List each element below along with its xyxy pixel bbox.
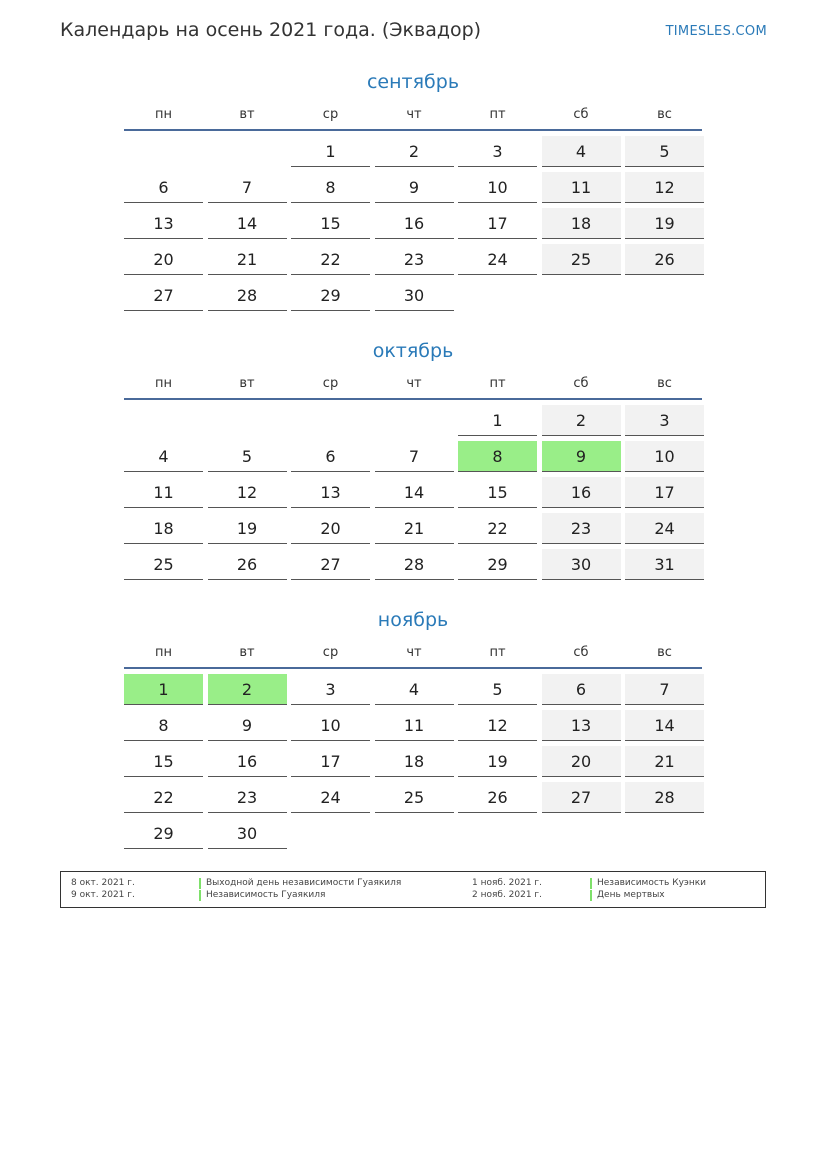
empty-cell (375, 405, 454, 436)
day-cell: 30 (542, 549, 621, 580)
weekday-header (124, 645, 702, 669)
legend-holiday-name: День мертвых (590, 890, 665, 901)
day-cell: 3 (291, 674, 370, 705)
day-cell: 27 (291, 549, 370, 580)
day-cell: 11 (375, 710, 454, 741)
day-cell: 28 (625, 782, 704, 813)
holiday-day-cell: 1 (124, 674, 203, 705)
weekday-label: вт (239, 376, 255, 391)
day-cell: 12 (208, 477, 287, 508)
day-cell: 6 (291, 441, 370, 472)
weekday-label: вс (657, 376, 672, 391)
month-name: ноябрь (377, 609, 449, 631)
weekday-label: сб (573, 645, 589, 660)
empty-cell (208, 136, 287, 167)
day-cell: 29 (458, 549, 537, 580)
weekday-label: пт (489, 107, 506, 122)
day-cell: 21 (625, 746, 704, 777)
day-cell: 26 (208, 549, 287, 580)
day-cell: 14 (208, 208, 287, 239)
month-name: октябрь (372, 340, 454, 362)
day-cell: 20 (124, 244, 203, 275)
weekday-header (124, 107, 702, 131)
day-cell: 13 (124, 208, 203, 239)
day-cell: 17 (291, 746, 370, 777)
weekday-label: вс (657, 107, 672, 122)
day-cell: 26 (458, 782, 537, 813)
holiday-day-cell: 9 (542, 441, 621, 472)
day-cell: 9 (375, 172, 454, 203)
weekday-label: вт (239, 107, 255, 122)
weekday-label: чт (406, 107, 422, 122)
day-cell: 11 (542, 172, 621, 203)
day-cell: 22 (291, 244, 370, 275)
day-cell: 10 (625, 441, 704, 472)
month-september (124, 69, 702, 311)
day-cell: 10 (458, 172, 537, 203)
day-cell: 28 (208, 280, 287, 311)
day-cell: 23 (542, 513, 621, 544)
legend-holiday-name: Независимость Гуаякиля (199, 890, 325, 901)
day-cell: 24 (458, 244, 537, 275)
day-cell: 28 (375, 549, 454, 580)
day-cell: 21 (375, 513, 454, 544)
day-cell: 12 (625, 172, 704, 203)
day-cell: 25 (124, 549, 203, 580)
month-october (124, 338, 702, 580)
day-cell: 15 (124, 746, 203, 777)
weekday-header (124, 376, 702, 400)
day-cell: 23 (375, 244, 454, 275)
day-cell: 18 (542, 208, 621, 239)
day-cell: 5 (458, 674, 537, 705)
day-cell: 1 (291, 136, 370, 167)
day-cell: 20 (542, 746, 621, 777)
day-cell: 13 (291, 477, 370, 508)
weekday-label: ср (322, 107, 339, 122)
day-cell: 21 (208, 244, 287, 275)
day-cell: 7 (375, 441, 454, 472)
day-cell: 7 (208, 172, 287, 203)
weekday-label: ср (322, 376, 339, 391)
day-cell: 9 (208, 710, 287, 741)
day-cell: 7 (625, 674, 704, 705)
day-cell: 31 (625, 549, 704, 580)
day-cell: 19 (458, 746, 537, 777)
empty-cell (124, 405, 203, 436)
holiday-legend (60, 871, 766, 908)
days-grid (124, 136, 702, 311)
day-cell: 23 (208, 782, 287, 813)
legend-date: 1 нояб. 2021 г. (472, 878, 543, 888)
day-cell: 3 (625, 405, 704, 436)
weekday-label: сб (573, 107, 589, 122)
weekday-label: пт (489, 376, 506, 391)
day-cell: 10 (291, 710, 370, 741)
weekday-label: чт (406, 376, 422, 391)
day-cell: 24 (291, 782, 370, 813)
weekday-label: вт (239, 645, 255, 660)
day-cell: 5 (208, 441, 287, 472)
weekday-label: чт (406, 645, 422, 660)
legend-date: 9 окт. 2021 г. (71, 890, 135, 900)
legend-holiday-name: Независимость Куэнки (590, 878, 706, 889)
legend-date: 2 нояб. 2021 г. (472, 890, 543, 900)
day-cell: 14 (625, 710, 704, 741)
day-cell: 1 (458, 405, 537, 436)
day-cell: 22 (124, 782, 203, 813)
days-grid (124, 405, 702, 580)
day-cell: 16 (542, 477, 621, 508)
day-cell: 2 (375, 136, 454, 167)
day-cell: 25 (375, 782, 454, 813)
weekday-label: пн (155, 645, 172, 660)
holiday-day-cell: 8 (458, 441, 537, 472)
weekday-label: вс (657, 645, 672, 660)
day-cell: 29 (124, 818, 203, 849)
day-cell: 19 (208, 513, 287, 544)
day-cell: 8 (291, 172, 370, 203)
day-cell: 15 (458, 477, 537, 508)
day-cell: 2 (542, 405, 621, 436)
month-november (124, 607, 702, 849)
day-cell: 11 (124, 477, 203, 508)
weekday-label: пт (489, 645, 506, 660)
day-cell: 8 (124, 710, 203, 741)
legend-date: 8 окт. 2021 г. (71, 878, 135, 888)
day-cell: 18 (375, 746, 454, 777)
day-cell: 17 (458, 208, 537, 239)
holiday-day-cell: 2 (208, 674, 287, 705)
day-cell: 14 (375, 477, 454, 508)
brand-link[interactable]: TIMESLES.COM (665, 24, 767, 39)
day-cell: 16 (375, 208, 454, 239)
day-cell: 5 (625, 136, 704, 167)
day-cell: 4 (124, 441, 203, 472)
day-cell: 29 (291, 280, 370, 311)
day-cell: 30 (208, 818, 287, 849)
day-cell: 12 (458, 710, 537, 741)
day-cell: 25 (542, 244, 621, 275)
page-title: Календарь на осень 2021 года. (Эквадор) (60, 19, 482, 41)
weekday-label: пн (155, 376, 172, 391)
weekday-label: ср (322, 645, 339, 660)
day-cell: 6 (124, 172, 203, 203)
day-cell: 26 (625, 244, 704, 275)
month-name: сентябрь (366, 71, 460, 93)
day-cell: 27 (124, 280, 203, 311)
empty-cell (124, 136, 203, 167)
legend-holiday-name: Выходной день независимости Гуаякиля (199, 878, 401, 889)
day-cell: 13 (542, 710, 621, 741)
weekday-label: сб (573, 376, 589, 391)
empty-cell (291, 405, 370, 436)
day-cell: 27 (542, 782, 621, 813)
day-cell: 6 (542, 674, 621, 705)
day-cell: 24 (625, 513, 704, 544)
day-cell: 17 (625, 477, 704, 508)
day-cell: 16 (208, 746, 287, 777)
day-cell: 3 (458, 136, 537, 167)
day-cell: 22 (458, 513, 537, 544)
day-cell: 19 (625, 208, 704, 239)
empty-cell (208, 405, 287, 436)
day-cell: 30 (375, 280, 454, 311)
day-cell: 20 (291, 513, 370, 544)
day-cell: 4 (375, 674, 454, 705)
day-cell: 18 (124, 513, 203, 544)
day-cell: 4 (542, 136, 621, 167)
day-cell: 15 (291, 208, 370, 239)
days-grid (124, 674, 702, 849)
weekday-label: пн (155, 107, 172, 122)
